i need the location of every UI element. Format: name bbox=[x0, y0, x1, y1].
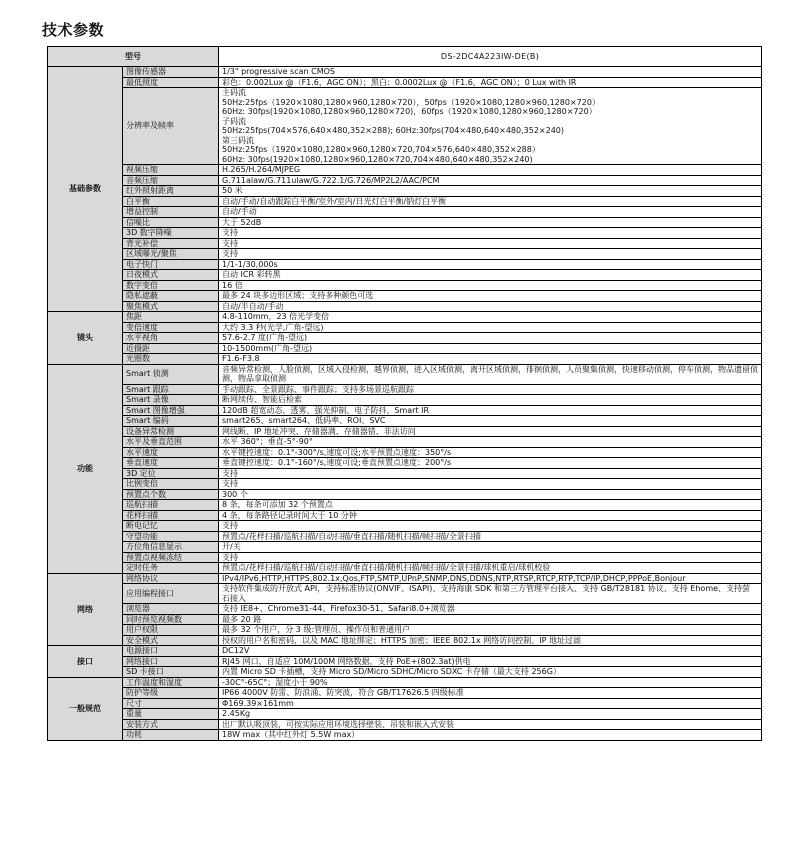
spec-value-line: 50 米 bbox=[222, 186, 243, 195]
spec-label: 图像传感器 bbox=[123, 67, 219, 78]
spec-value-line: 最多 20 路 bbox=[222, 614, 262, 624]
spec-value-line: 手动跟踪、全景跟踪、事件跟踪；支持多场景巡航跟踪 bbox=[222, 384, 414, 394]
spec-value bbox=[219, 405, 762, 416]
spec-value bbox=[219, 521, 762, 532]
spec-row bbox=[48, 186, 762, 197]
spec-label: 尺寸 bbox=[123, 698, 219, 709]
spec-value-line: 支持 bbox=[222, 552, 238, 562]
spec-value-line: 出厂默认吸顶装，可按实际应用环境选择壁装、吊装和嵌入式安装 bbox=[222, 719, 454, 729]
spec-label: 用户权限 bbox=[123, 625, 219, 636]
spec-value-line: 预置点/花样扫描/巡航扫描/自动扫描/垂直扫描/随机扫描/帧扫描/全景扫描/球机重启/球机校验 bbox=[222, 563, 551, 572]
spec-row bbox=[48, 646, 762, 657]
spec-label: 同时预览视频数 bbox=[123, 614, 219, 625]
spec-value bbox=[219, 635, 762, 646]
spec-row bbox=[48, 584, 762, 604]
spec-value-line: 4.8-110mm，23 倍光学变倍 bbox=[222, 312, 330, 321]
spec-row bbox=[48, 249, 762, 260]
spec-value-line: 57.6-2.7 度(广角-望远) bbox=[222, 333, 308, 342]
spec-value bbox=[219, 333, 762, 344]
spec-value bbox=[219, 67, 762, 78]
spec-value-line: 预置点/花样扫描/巡航扫描/自动扫描/垂直扫描/随机扫描/帧扫描/全景扫描 bbox=[222, 531, 481, 541]
spec-value bbox=[219, 730, 762, 741]
spec-label: 应用编程接口 bbox=[123, 584, 219, 604]
spec-value bbox=[219, 614, 762, 625]
spec-value-line: 垂直键控速度：0.1°-160°/s,速度可设;垂直预置点速度：200°/s bbox=[222, 458, 452, 467]
spec-row bbox=[48, 165, 762, 176]
spec-label: 聚焦模式 bbox=[123, 301, 219, 312]
spec-row bbox=[48, 354, 762, 365]
spec-label: 预置点视频冻结 bbox=[123, 552, 219, 563]
spec-value bbox=[219, 186, 762, 197]
spec-value-line: 18W max（其中红外灯 5.5W max） bbox=[222, 730, 360, 739]
spec-label: 光圈数 bbox=[123, 354, 219, 365]
spec-row bbox=[48, 333, 762, 344]
spec-value bbox=[219, 77, 762, 88]
spec-value bbox=[219, 217, 762, 228]
spec-label: 浏览器 bbox=[123, 604, 219, 615]
spec-row bbox=[48, 635, 762, 646]
spec-label: 近摄距 bbox=[123, 343, 219, 354]
spec-row bbox=[48, 719, 762, 730]
spec-value-line: 50Hz:25fps（1920×1080,1280×960,1280×720），50fps（1920×1080,1280×960,1280×720） bbox=[222, 97, 600, 107]
spec-value-line: F1.6-F3.8 bbox=[222, 354, 260, 363]
spec-value-line: 50Hz:25fps(704×576,640×480,352×288); 60Hz:30fps(704×480,640×480,352×240) bbox=[222, 126, 565, 135]
spec-value-line: 支持 IE8+、Chrome31-44、Firefox30-51、Safari8.0+浏览器 bbox=[222, 604, 455, 613]
spec-value-line: 50Hz:25fps（1920×1080,1280×960,1280×720,704×576,640×480,352×288） bbox=[222, 145, 540, 154]
spec-row bbox=[48, 468, 762, 479]
spec-value-line: 彩色：0.002Lux @（F1.6，AGC ON）；黑白：0.0002Lux @（F1.6，AGC ON）；0 Lux with IR bbox=[222, 77, 577, 87]
spec-label: 功耗 bbox=[123, 730, 219, 741]
model-label: 型号 bbox=[48, 47, 219, 67]
spec-row bbox=[48, 301, 762, 312]
spec-value-line: 自动/半自动/手动 bbox=[222, 301, 284, 311]
spec-row bbox=[48, 625, 762, 636]
spec-row bbox=[48, 405, 762, 416]
spec-value-line: 16 倍 bbox=[222, 280, 243, 290]
spec-label: 音频压缩 bbox=[123, 175, 219, 186]
spec-row bbox=[48, 364, 762, 384]
spec-value-line: 最多 24 块多边形区域；支持多种颜色可选 bbox=[222, 291, 374, 300]
spec-value-line: G.711alaw/G.711ulaw/G.722.1/G.726/MP2L2/AAC/PCM bbox=[222, 175, 440, 185]
spec-row bbox=[48, 280, 762, 291]
spec-row bbox=[48, 677, 762, 688]
spec-label: 防护等级 bbox=[123, 688, 219, 699]
spec-value-line: 支持软件集成的开放式 API，支持标准协议(ONVIF、ISAPI)、支持海康 SDK 和第三方管理平台接入、支持 GB/T28181 协议、支持 Ehome、支持萤石接入 bbox=[222, 584, 751, 603]
spec-value-line: 300 个 bbox=[222, 489, 248, 499]
spec-value-line: 断网续传、智能后检索 bbox=[222, 395, 302, 404]
spec-row bbox=[48, 521, 762, 532]
spec-value-line: 支持 bbox=[222, 238, 238, 248]
category-label: 一般规范 bbox=[48, 677, 123, 740]
spec-row bbox=[48, 447, 762, 458]
spec-value-line: 大约 3.3 秒(光学,广角-望远) bbox=[222, 322, 324, 332]
spec-label: 水平及垂直范围 bbox=[123, 437, 219, 448]
spec-value-line: IPv4/IPv6,HTTP,HTTPS,802.1x,Qos,FTP,SMTP,UPnP,SNMP,DNS,DDNS,NTP,RTSP,RTCP,RTP,TCP/IP,DHCP,PPPoE,Bonjour bbox=[222, 573, 686, 583]
spec-value bbox=[219, 291, 762, 302]
spec-value bbox=[219, 322, 762, 333]
spec-value-line: 音频异常检测，人脸侦测，区域入侵检测，越界侦测，进入区域侦测，离开区域侦测，徘徊侦测，人员聚集侦测，快速移动侦测，停车侦测，物品遗留侦测，物品拿取侦测 bbox=[222, 364, 758, 383]
spec-label: Smart 侦测 bbox=[123, 364, 219, 384]
spec-value-line: 60Hz: 30fps(1920×1080,1280×960,1280×720)，60fps（1920×1080,1280×960,1280×720） bbox=[222, 107, 597, 116]
spec-value-line: 大于 52dB bbox=[222, 217, 262, 227]
spec-row bbox=[48, 709, 762, 720]
category-label: 基础参数 bbox=[48, 67, 123, 312]
spec-value-line: H.265/H.264/MJPEG bbox=[222, 165, 301, 174]
spec-value bbox=[219, 228, 762, 239]
spec-value bbox=[219, 88, 762, 165]
spec-label: Smart 录像 bbox=[123, 395, 219, 406]
spec-value-line: 网线断、IP 地址冲突、存储器满、存储器错、非法访问 bbox=[222, 426, 416, 436]
spec-value-line: 支持 bbox=[222, 468, 238, 478]
spec-label: 巡航扫描 bbox=[123, 500, 219, 511]
spec-value bbox=[219, 604, 762, 615]
spec-value-line: 10-1500mm(广角-望远) bbox=[222, 343, 313, 353]
spec-value-line: 4 条，每条路径记录时间大于 10 分钟 bbox=[222, 510, 357, 520]
spec-value bbox=[219, 354, 762, 365]
spec-value-line: 支持 bbox=[222, 249, 238, 258]
spec-label: 网络协议 bbox=[123, 573, 219, 584]
spec-value bbox=[219, 426, 762, 437]
spec-value-line: 内置 Micro SD 卡插槽，支持 Micro SD/Micro SDHC/Micro SDXC 卡存储（最大支持 256G） bbox=[222, 667, 561, 676]
spec-row bbox=[48, 312, 762, 323]
spec-label: 网络接口 bbox=[123, 656, 219, 667]
spec-value-line: 第三码流 bbox=[222, 135, 254, 145]
spec-value-line: 自动 ICR 彩转黑 bbox=[222, 270, 281, 279]
spec-label: Smart 图像增强 bbox=[123, 405, 219, 416]
spec-value-line: 自动/手动 bbox=[222, 207, 257, 216]
spec-value bbox=[219, 584, 762, 604]
spec-value-line: 水平 360°；垂直-5°-90° bbox=[222, 437, 313, 446]
spec-label: 分辨率及帧率 bbox=[123, 88, 219, 165]
spec-row bbox=[48, 573, 762, 584]
spec-value-line: 2.45Kg bbox=[222, 709, 251, 718]
model-row bbox=[48, 47, 762, 67]
spec-value bbox=[219, 384, 762, 395]
spec-row bbox=[48, 542, 762, 553]
spec-value bbox=[219, 238, 762, 249]
spec-label: 焦距 bbox=[123, 312, 219, 323]
spec-row bbox=[48, 489, 762, 500]
spec-value bbox=[219, 479, 762, 490]
spec-label: 区域曝光/聚焦 bbox=[123, 249, 219, 260]
spec-value bbox=[219, 698, 762, 709]
spec-label: 红外照射距离 bbox=[123, 186, 219, 197]
spec-row bbox=[48, 259, 762, 270]
spec-value bbox=[219, 468, 762, 479]
spec-value bbox=[219, 500, 762, 511]
spec-label: Smart 编码 bbox=[123, 416, 219, 427]
spec-value-line: 最多 32 个用户，分 3 级:管理员、操作员和普通用户 bbox=[222, 625, 411, 634]
spec-label: 重量 bbox=[123, 709, 219, 720]
spec-value bbox=[219, 542, 762, 553]
spec-value bbox=[219, 175, 762, 186]
spec-label: 断电记忆 bbox=[123, 521, 219, 532]
spec-row bbox=[48, 531, 762, 542]
category-label: 接口 bbox=[48, 646, 123, 678]
spec-value bbox=[219, 625, 762, 636]
spec-row bbox=[48, 479, 762, 490]
spec-label: 垂直速度 bbox=[123, 458, 219, 469]
spec-row bbox=[48, 322, 762, 333]
spec-value bbox=[219, 259, 762, 270]
spec-value-line: 60Hz: 30fps(1920×1080,1280×960,1280×720,704×480,640×480,352×240) bbox=[222, 154, 533, 164]
spec-row bbox=[48, 291, 762, 302]
spec-value bbox=[219, 270, 762, 281]
spec-value-line: 自动/手动/自动跟踪白平衡/室外/室内/日光灯白平衡/钠灯白平衡 bbox=[222, 196, 447, 206]
spec-value bbox=[219, 196, 762, 207]
spec-label: 安全模式 bbox=[123, 635, 219, 646]
spec-value-line: -30C°-65C°；湿度小于 90% bbox=[222, 677, 328, 687]
spec-label: 电子快门 bbox=[123, 259, 219, 270]
spec-value-line: RJ45 网口，自适应 10M/100M 网络数据，支持 PoE+(802.3at)供电 bbox=[222, 656, 471, 666]
spec-value bbox=[219, 688, 762, 699]
spec-row bbox=[48, 175, 762, 186]
spec-value-line: 120dB 超宽动态、透雾、强光抑制、电子防抖、Smart IR bbox=[222, 405, 430, 415]
spec-value bbox=[219, 343, 762, 354]
spec-row bbox=[48, 730, 762, 741]
spec-value-line: 支持 bbox=[222, 479, 238, 488]
spec-value-line: 主码流 bbox=[222, 88, 246, 97]
spec-value bbox=[219, 719, 762, 730]
spec-label: 比例变倍 bbox=[123, 479, 219, 490]
spec-label: 工作温度和湿度 bbox=[123, 677, 219, 688]
spec-value-line: 1/1-1/30,000s bbox=[222, 259, 278, 269]
spec-label: 增益控制 bbox=[123, 207, 219, 218]
spec-row bbox=[48, 416, 762, 427]
spec-label: 信噪比 bbox=[123, 217, 219, 228]
spec-value bbox=[219, 489, 762, 500]
spec-row bbox=[48, 667, 762, 678]
spec-row bbox=[48, 458, 762, 469]
spec-value bbox=[219, 301, 762, 312]
spec-value bbox=[219, 646, 762, 657]
spec-label: 最低照度 bbox=[123, 77, 219, 88]
spec-row bbox=[48, 207, 762, 218]
spec-label: 守望功能 bbox=[123, 531, 219, 542]
spec-value-line: 支持 bbox=[222, 228, 238, 237]
model-value: DS-2DC4A223IW-DE(B) bbox=[219, 47, 762, 67]
spec-value bbox=[219, 667, 762, 678]
spec-value bbox=[219, 437, 762, 448]
spec-label: 背光补偿 bbox=[123, 238, 219, 249]
spec-value bbox=[219, 709, 762, 720]
spec-value bbox=[219, 510, 762, 521]
spec-label: 方位角信息显示 bbox=[123, 542, 219, 553]
spec-row bbox=[48, 688, 762, 699]
spec-row bbox=[48, 228, 762, 239]
spec-row bbox=[48, 604, 762, 615]
spec-label: 变倍速度 bbox=[123, 322, 219, 333]
spec-value-line: 支持 bbox=[222, 521, 238, 530]
spec-row bbox=[48, 563, 762, 574]
spec-row bbox=[48, 614, 762, 625]
spec-row bbox=[48, 395, 762, 406]
spec-value-line: DC12V bbox=[222, 646, 250, 655]
spec-value bbox=[219, 207, 762, 218]
spec-value-line: 子码流 bbox=[222, 116, 246, 126]
spec-value bbox=[219, 552, 762, 563]
spec-row bbox=[48, 196, 762, 207]
category-label: 镜头 bbox=[48, 312, 123, 365]
spec-value bbox=[219, 573, 762, 584]
spec-row bbox=[48, 500, 762, 511]
spec-label: 隐私遮蔽 bbox=[123, 291, 219, 302]
category-label: 网络 bbox=[48, 573, 123, 646]
spec-value-line: IP66 4000V 防雷、防浪涌、防突波，符合 GB/T17626.5 四级标准 bbox=[222, 688, 464, 697]
spec-label: 数字变倍 bbox=[123, 280, 219, 291]
spec-value bbox=[219, 677, 762, 688]
spec-value bbox=[219, 531, 762, 542]
spec-value-line: 水平键控速度：0.1°-300°/s,速度可设;水平预置点速度：350°/s bbox=[222, 447, 452, 457]
spec-label: 3D 定位 bbox=[123, 468, 219, 479]
spec-label: Smart 跟踪 bbox=[123, 384, 219, 395]
spec-value bbox=[219, 416, 762, 427]
spec-value bbox=[219, 165, 762, 176]
category-label: 功能 bbox=[48, 364, 123, 573]
spec-row bbox=[48, 437, 762, 448]
spec-label: 定时任务 bbox=[123, 563, 219, 574]
spec-row bbox=[48, 552, 762, 563]
spec-label: 3D 数字降噪 bbox=[123, 228, 219, 239]
spec-row bbox=[48, 426, 762, 437]
spec-value bbox=[219, 395, 762, 406]
spec-label: SD 卡接口 bbox=[123, 667, 219, 678]
spec-row bbox=[48, 698, 762, 709]
spec-value bbox=[219, 312, 762, 323]
spec-value-line: 8 条，每条可添加 32 个预置点 bbox=[222, 500, 333, 509]
spec-row bbox=[48, 270, 762, 281]
spec-label: 电源接口 bbox=[123, 646, 219, 657]
spec-value-line: 开/关 bbox=[222, 542, 241, 551]
spec-value bbox=[219, 364, 762, 384]
spec-value-line: 授权的用户名和密码，以及 MAC 地址绑定；HTTPS 加密；IEEE 802.1x 网络访问控制、IP 地址过滤 bbox=[222, 635, 581, 645]
spec-label: 水平速度 bbox=[123, 447, 219, 458]
spec-value-line: 1/3" progressive scan CMOS bbox=[222, 67, 335, 76]
spec-value-line: Φ169.39×161mm bbox=[222, 698, 294, 708]
spec-label: 预置点个数 bbox=[123, 489, 219, 500]
spec-value bbox=[219, 447, 762, 458]
spec-table bbox=[47, 46, 762, 741]
spec-value bbox=[219, 249, 762, 260]
spec-value bbox=[219, 563, 762, 574]
spec-label: 视频压缩 bbox=[123, 165, 219, 176]
spec-label: 设备异常检测 bbox=[123, 426, 219, 437]
spec-row bbox=[48, 217, 762, 228]
spec-row bbox=[48, 77, 762, 88]
spec-label: 安装方式 bbox=[123, 719, 219, 730]
spec-row bbox=[48, 510, 762, 521]
spec-value bbox=[219, 458, 762, 469]
spec-label: 花样扫描 bbox=[123, 510, 219, 521]
spec-value bbox=[219, 280, 762, 291]
spec-label: 白平衡 bbox=[123, 196, 219, 207]
spec-label: 水平视角 bbox=[123, 333, 219, 344]
page-title: 技术参数 bbox=[42, 21, 105, 39]
spec-row bbox=[48, 67, 762, 78]
spec-value-line: smart265、smart264、低码率、ROI、SVC bbox=[222, 416, 386, 425]
spec-value bbox=[219, 656, 762, 667]
spec-row bbox=[48, 238, 762, 249]
spec-row bbox=[48, 343, 762, 354]
spec-row bbox=[48, 656, 762, 667]
spec-row bbox=[48, 384, 762, 395]
spec-label: 日夜模式 bbox=[123, 270, 219, 281]
spec-row bbox=[48, 88, 762, 165]
